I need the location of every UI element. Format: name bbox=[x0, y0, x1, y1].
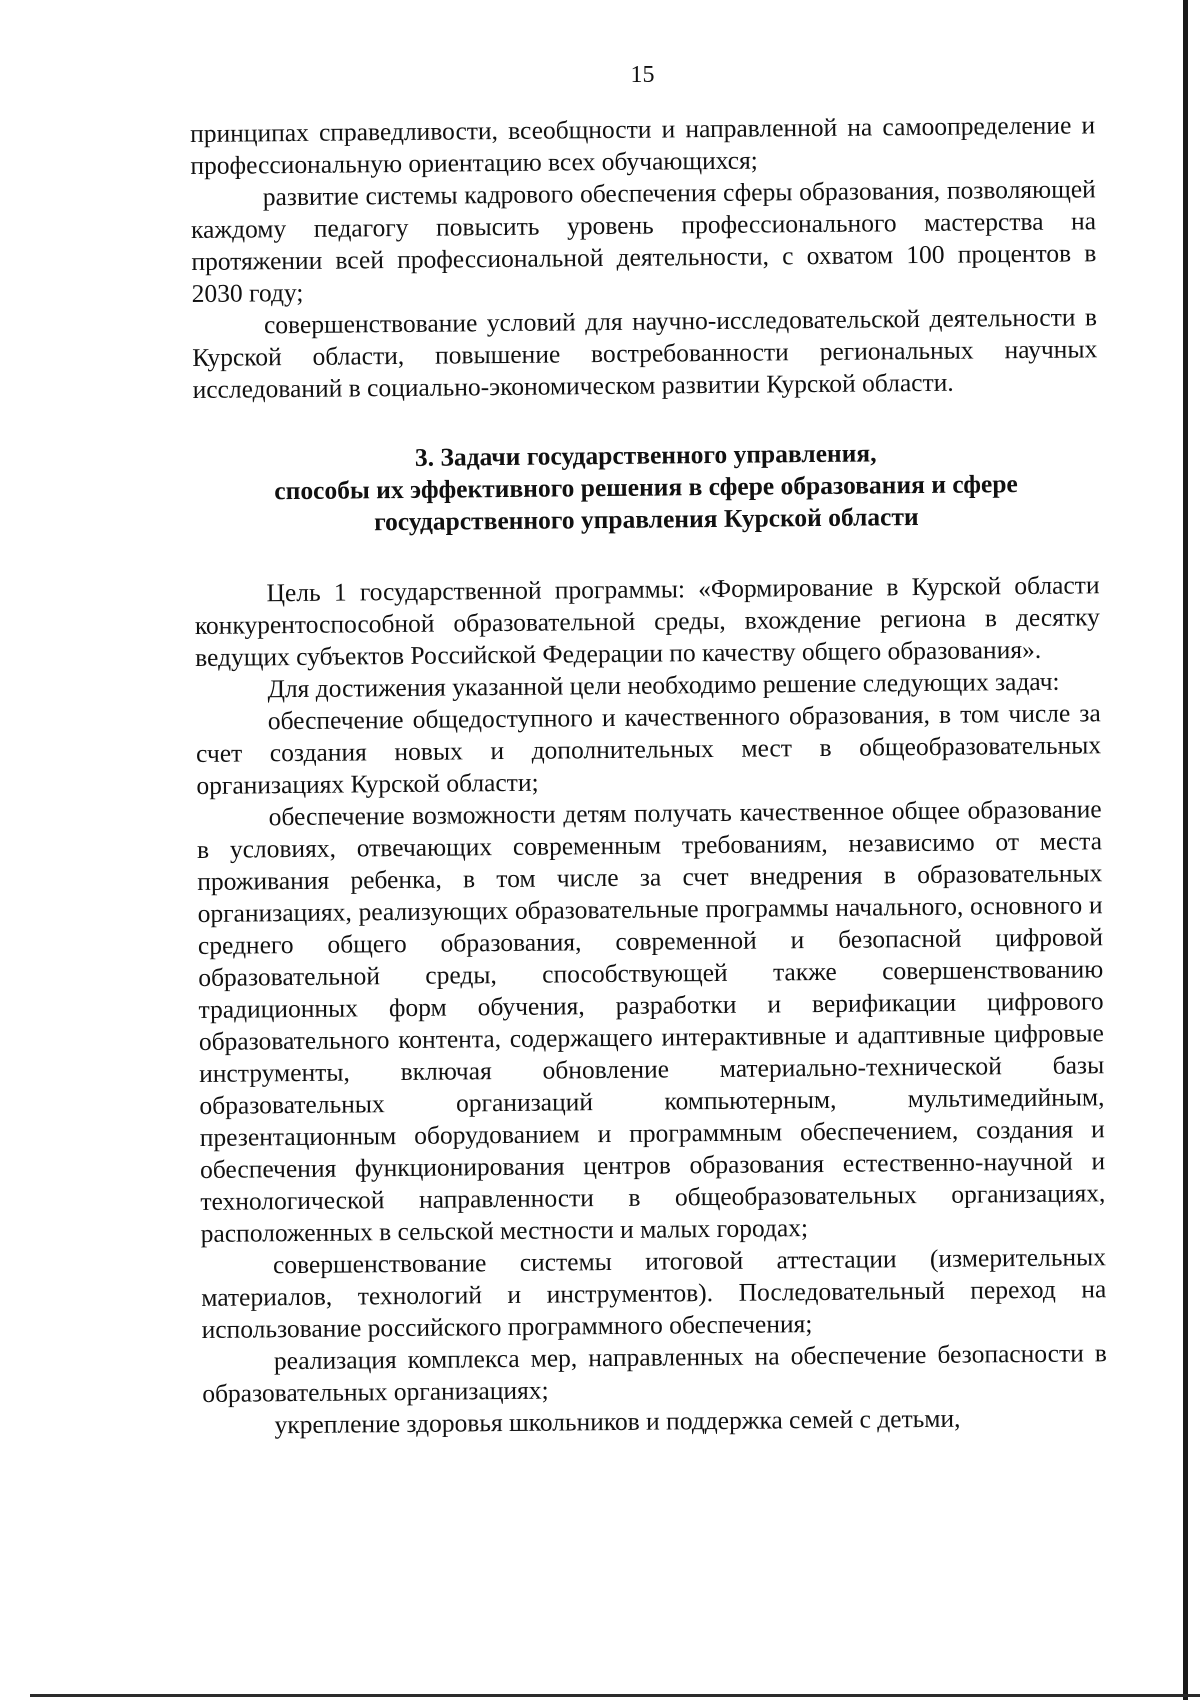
paragraph: обеспечение возможности детям получать качественное общее образование в условиях, отвечающих современным требованиям, независимо от места проживания ребенка, в том числе за счет внедрения в образовательных организациях, реализующих образовательные программы начального, основного и среднего общего образования, современной и безопасной цифровой образовательной среды, способствующей также совершенствованию традиционных форм обучения, разработки и верификации цифрового образовательного контента, содержащего интерактивные и адаптивные цифровые инструменты, включая обновление материально-технической базы образовательных организаций компьютерным, мультимедийным, презентационным оборудованием и программным обеспечением, создания и обеспечения функционирования центров образования естественно-научной и технологической направленности в общеобразовательных организациях, расположенных в сельской местности и малых городах; bbox=[196, 794, 1106, 1248]
section-heading-line: 3. Задачи государственного управления, bbox=[414, 438, 877, 472]
paragraph-group-bottom bbox=[194, 569, 1107, 1442]
paragraph-group-top bbox=[190, 109, 1098, 406]
section-heading-line: способы их эффективного решения в сфере образования и сфере bbox=[274, 469, 1018, 506]
scan-edge-bottom bbox=[30, 1694, 1200, 1697]
paragraph: Цель 1 государственной программы: «Формирование в Курской области конкурентоспособной образовательной среды, вхождение региона в десятку ведущих субъектов Российской Федерации по качеству общего образования». bbox=[194, 570, 1100, 672]
paragraph: обеспечение общедоступного и качественного образования, в том числе за счет создания новых и дополнительных мест в общеобразовательных организациях Курской области; bbox=[195, 698, 1102, 800]
section-heading bbox=[193, 435, 1099, 540]
paragraph: Для достижения указанной цели необходимо решение следующих задач: bbox=[267, 666, 1060, 704]
paragraph: совершенствование условий для научно-исследовательской деятельности в Курской области, повышение востребованности региональных научных исследований в социально-экономическом развитии Курской области. bbox=[192, 302, 1098, 404]
scan-edge-right bbox=[1183, 0, 1188, 1700]
paragraph: укрепление здоровья школьников и поддержка семей с детьми, bbox=[274, 1403, 961, 1440]
paragraph: развитие системы кадрового обеспечения сферы образования, позволяющей каждому педагогу повысить уровень профессионального мастерства на протяжении всей профессиональной деятельности, с охватом 100 процентов в 2030 году; bbox=[190, 174, 1097, 308]
paragraph: совершенствование системы итоговой аттестации (измерительных материалов, технологий и инструментов). Последовательный переход на использование российского программного обеспечения; bbox=[201, 1242, 1107, 1344]
document-body bbox=[190, 109, 1108, 1442]
section-heading-line: государственного управления Курской области bbox=[373, 502, 919, 537]
paragraph: реализация комплекса мер, направленных на обеспечение безопасности в образовательных организациях; bbox=[202, 1338, 1108, 1408]
page-number: 15 bbox=[630, 62, 655, 88]
paragraph: принципах справедливости, всеобщности и направленной на самоопределение и профессиональную ориентацию всех обучающихся; bbox=[190, 110, 1096, 180]
